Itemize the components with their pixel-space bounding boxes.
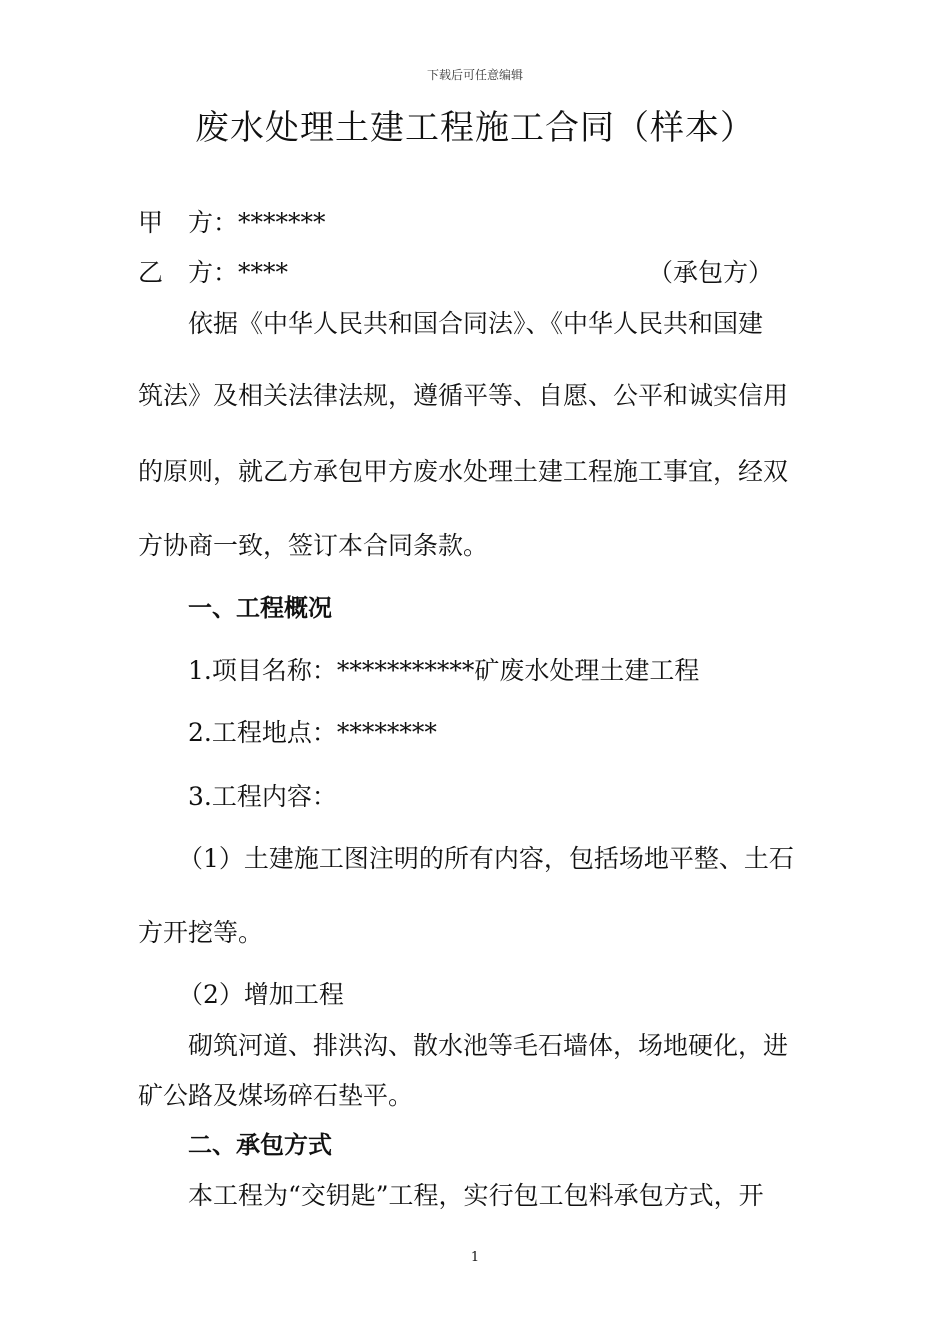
sub-item-line: 矿公路及煤场碎石垫平。 [138, 1081, 414, 1110]
party-b-label: 乙 方： [138, 258, 239, 287]
intro-line: 方协商一致，签订本合同条款。 [138, 531, 489, 560]
intro-line: 依据《中华人民共和国合同法》、《中华人民共和国建 [188, 309, 764, 338]
intro-line: 筑法》及相关法律法规，遵循平等、自愿、公平和诚实信用 [138, 381, 789, 410]
party-b-value: **** [238, 258, 289, 287]
sub-item-line: 砌筑河道、排洪沟、散水池等毛石墙体，场地硬化，进 [188, 1031, 789, 1060]
list-item: 1.项目名称：***********矿废水处理土建工程 [188, 656, 700, 685]
sub-item-heading: （2）增加工程 [178, 980, 344, 1009]
sub-item-line: 方开挖等。 [138, 918, 264, 947]
intro-line: 的原则，就乙方承包甲方废水处理土建工程施工事宜，经双 [138, 457, 789, 486]
party-a-line [138, 210, 326, 235]
section-heading: 一、工程概况 [188, 594, 332, 622]
party-b-line [138, 260, 288, 285]
party-a-label: 甲 方： [138, 208, 239, 237]
sub-item-line: （1）土建施工图注明的所有内容，包括场地平整、土石 [178, 844, 794, 873]
paragraph-line: 本工程为“交钥匙”工程，实行包工包料承包方式，开 [188, 1181, 764, 1210]
party-b-role: （承包方） [648, 258, 774, 287]
section-heading: 二、承包方式 [188, 1131, 332, 1159]
header-note: 下载后可任意编辑 [426, 68, 523, 82]
party-a-value: ******* [238, 208, 326, 237]
document-title: 废水处理土建工程施工合同（样本） [195, 108, 755, 148]
page-number: 1 [470, 1250, 480, 1265]
list-item: 2.工程地点：******** [188, 718, 437, 747]
list-item: 3.工程内容： [188, 782, 337, 811]
